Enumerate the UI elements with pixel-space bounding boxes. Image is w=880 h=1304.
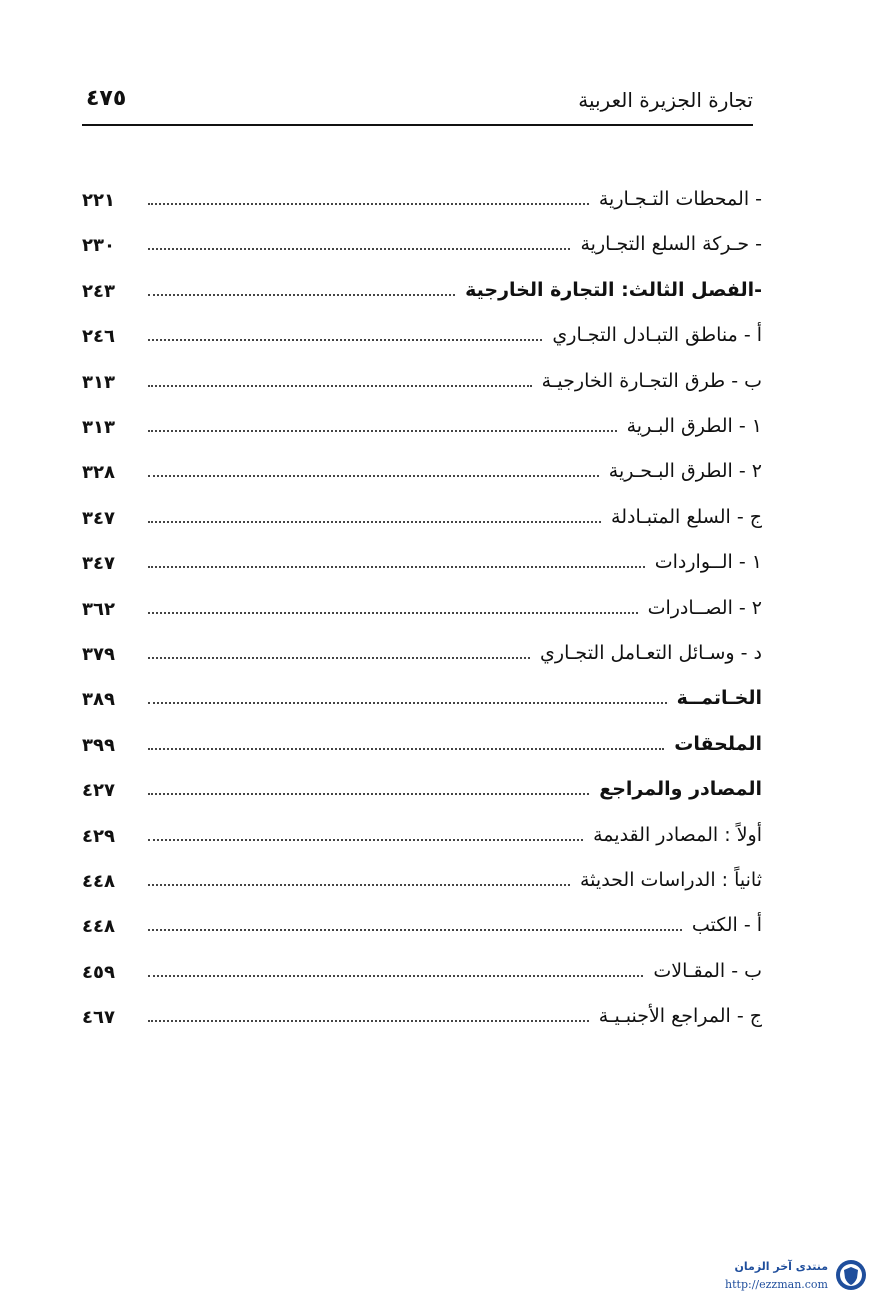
watermark-site-name: منتدى آخر الزمان <box>734 1260 828 1273</box>
toc-entry-page: ٢٢١ <box>82 190 115 211</box>
toc-entry <box>82 456 762 492</box>
toc-entry <box>82 956 762 992</box>
toc-entry-page: ٣١٣ <box>82 371 115 393</box>
toc-entry <box>82 910 762 946</box>
shield-logo-icon <box>834 1258 868 1292</box>
toc-entry-label: ب - طرق التجـارة الخارجيـة <box>536 370 762 392</box>
dot-leader <box>148 430 617 432</box>
book-title: تجارة الجزيرة العربية <box>578 88 753 112</box>
dot-leader <box>148 203 589 205</box>
toc-entry-label: -الفصل الثالث: التجارة الخارجية <box>459 279 762 301</box>
toc-entry-label: ٢ - الصــادرات <box>642 597 762 619</box>
toc-entry-page: ٤٥٩ <box>82 961 115 983</box>
toc-entry <box>82 366 762 402</box>
toc-entry <box>82 774 762 810</box>
toc-entry <box>82 275 762 311</box>
dot-leader <box>148 929 682 931</box>
dot-leader <box>148 385 532 387</box>
toc-entry-label: الملحقات <box>668 733 762 755</box>
toc-entry-page: ٤٤٨ <box>82 916 115 938</box>
toc-entry-page: ٤٦٧ <box>82 1007 115 1029</box>
toc-entry-label: أولاً : المصادر القديمة <box>587 824 762 846</box>
dot-leader <box>148 884 570 886</box>
toc-entry-label: ب - المقـالات <box>647 960 762 982</box>
toc-entry-label: ج - السلع المتبـادلة <box>605 506 762 528</box>
dot-leader <box>148 657 530 659</box>
dot-leader <box>148 521 601 523</box>
toc-entry-label: المصادر والمراجع <box>593 778 762 800</box>
toc-entry-label: - المحطات التـجـارية <box>593 188 762 210</box>
forum-watermark <box>682 1254 872 1298</box>
toc-entry <box>82 320 762 356</box>
dot-leader <box>148 248 570 250</box>
toc-entry-label: ثانياً : الدراسات الحديثة <box>574 869 762 891</box>
toc-entry-label: - حـركة السلع التجـارية <box>575 233 763 255</box>
toc-entry <box>82 1001 762 1037</box>
dot-leader <box>148 975 643 977</box>
toc-entry-page: ٣٢٨ <box>82 462 115 484</box>
toc-entry-label: ٢ - الطرق البـحـرية <box>603 460 762 482</box>
toc-entry <box>82 593 762 629</box>
dot-leader <box>148 793 589 795</box>
dot-leader <box>148 1020 589 1022</box>
toc-entry-label: الخـاتمــة <box>671 687 762 709</box>
toc-entry <box>82 820 762 856</box>
toc-entry <box>82 411 762 447</box>
toc-entry-page: ٣٩٩ <box>82 734 115 756</box>
toc-entry-label: ج - المراجع الأجنبـيـة <box>593 1005 762 1027</box>
toc-entry-page: ٣٦٢ <box>82 598 115 620</box>
toc-entry-label: أ - الكتب <box>686 914 762 936</box>
toc-entry-label: ١ - الــواردات <box>649 551 762 573</box>
toc-entry-label: ١ - الطرق البـرية <box>621 415 762 437</box>
toc-entry <box>82 729 762 765</box>
toc-entry-page: ٢٣٠ <box>82 235 115 257</box>
toc-entry <box>82 638 762 674</box>
toc-entry-page: ٣٧٩ <box>82 644 115 665</box>
toc-entry-label: د - وسـائل التعـامل التجـاري <box>534 642 762 664</box>
dot-leader <box>148 702 667 704</box>
toc-entry-page: ٤٢٩ <box>82 825 115 847</box>
toc-entry <box>82 184 762 220</box>
dot-leader <box>148 612 638 614</box>
toc-entry <box>82 683 762 719</box>
toc-entry <box>82 229 762 265</box>
dot-leader <box>148 566 645 568</box>
toc-entry-page: ٢٤٣ <box>82 280 115 302</box>
toc-entry <box>82 502 762 538</box>
toc-entry-label: أ - مناطق التبـادل التجـاري <box>546 324 762 346</box>
toc-entry-page: ٢٤٦ <box>82 326 115 348</box>
toc-entry <box>82 547 762 583</box>
toc-entry-page: ٣٤٧ <box>82 553 115 575</box>
dot-leader <box>148 748 664 750</box>
dot-leader <box>148 839 583 841</box>
toc-entry-page: ٣٨٩ <box>82 689 115 711</box>
toc-entry-page: ٤٤٨ <box>82 871 115 892</box>
toc-entry-page: ٣١٣ <box>82 417 115 438</box>
dot-leader <box>148 294 455 296</box>
page-number: ٤٧٥ <box>86 86 127 111</box>
toc-entry-page: ٤٢٧ <box>82 780 115 802</box>
toc-entry-page: ٣٤٧ <box>82 507 115 529</box>
toc-entry <box>82 865 762 901</box>
watermark-url: http://ezzman.com <box>725 1278 828 1291</box>
dot-leader <box>148 475 599 477</box>
dot-leader <box>148 339 542 341</box>
